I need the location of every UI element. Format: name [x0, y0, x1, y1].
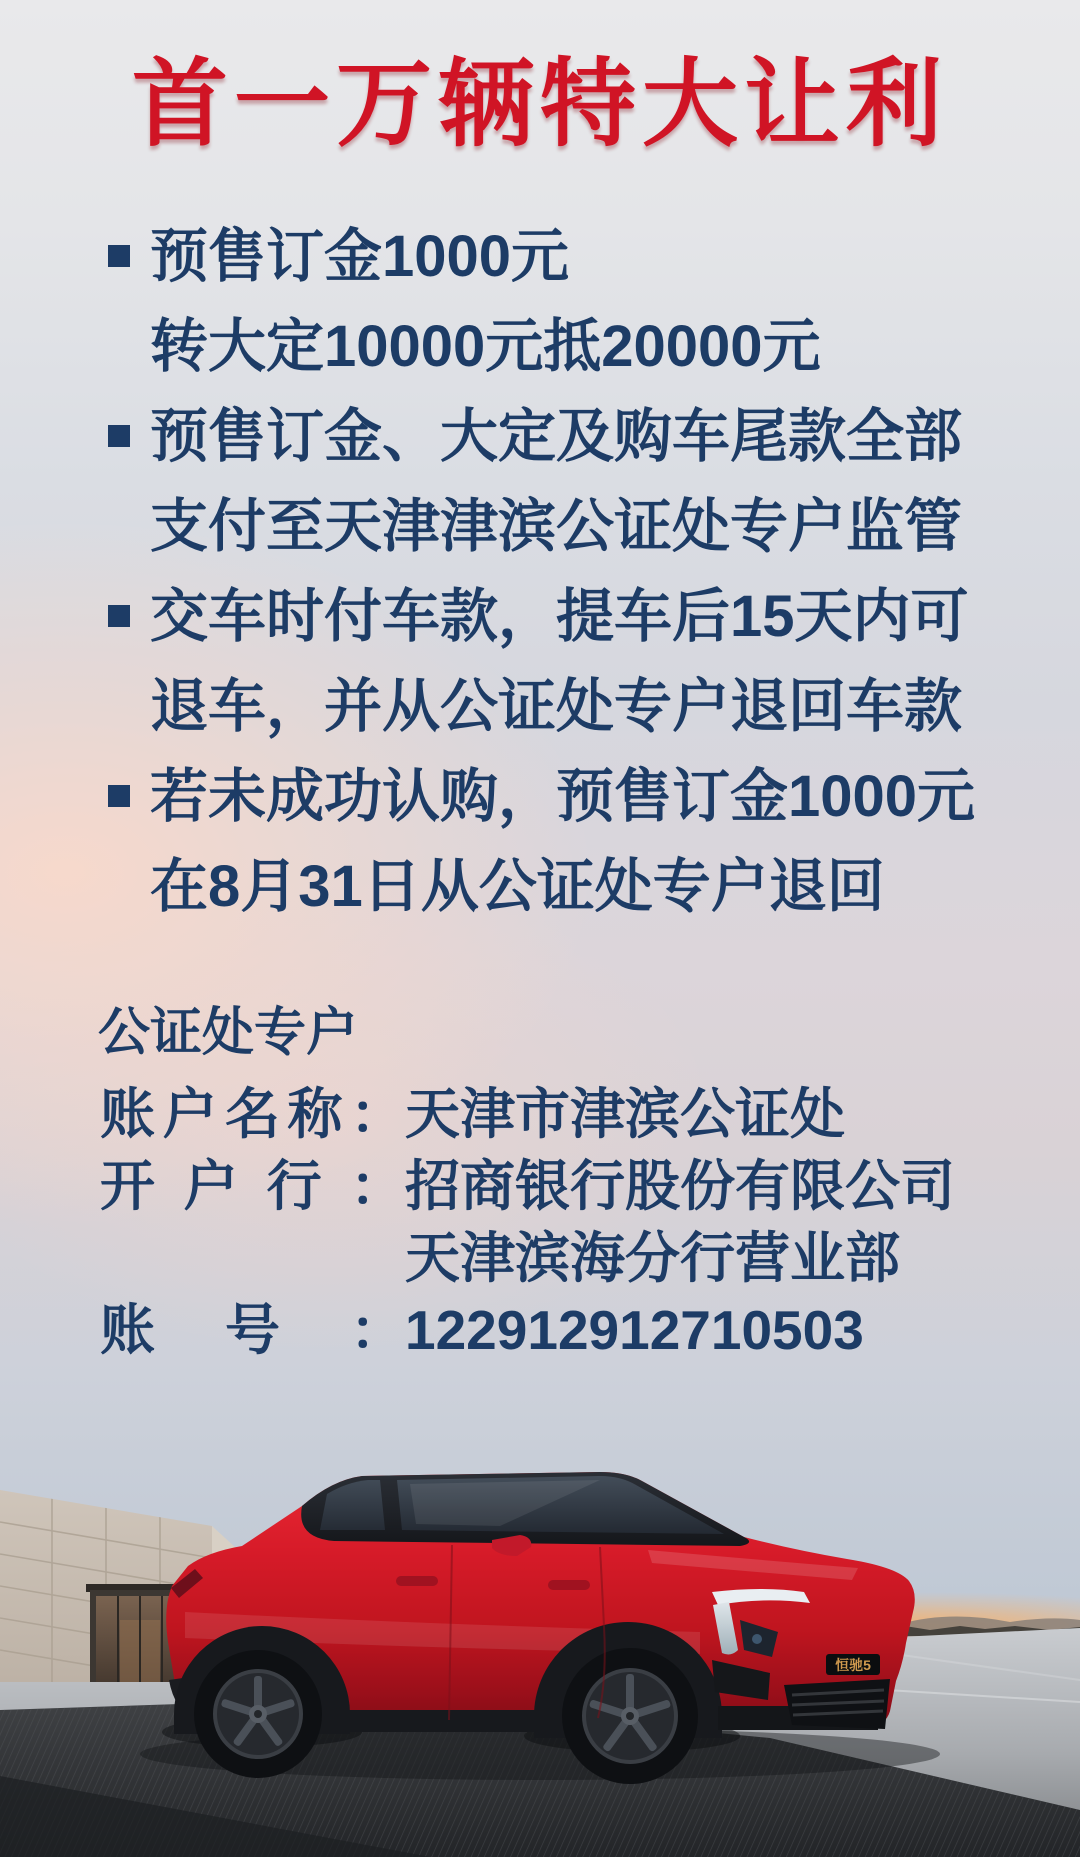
bank-value: 招商银行股份有限公司 [405, 1155, 956, 1217]
account-name-label: 账户名称： [100, 1083, 405, 1145]
account-number-value: 122912912710503 [405, 1299, 864, 1361]
list-item: 预售订金、大定及购车尾款全部 [150, 392, 1050, 482]
rear-wheel [194, 1650, 322, 1778]
list-item-continuation: 支付至天津津滨公证处专户监管 [150, 494, 963, 559]
door-handle [396, 1576, 438, 1586]
badge-text: 恒驰5 [835, 1657, 871, 1673]
bank-row [100, 1150, 1040, 1222]
car-image [140, 1472, 940, 1784]
list-item-continuation: 退车，并从公证处专户退回车款 [150, 674, 963, 739]
account-number-row [100, 1294, 1040, 1366]
door-handle [548, 1580, 590, 1590]
account-name-value: 天津市津滨公证处 [405, 1083, 846, 1145]
bank-branch-value: 天津滨海分行营业部 [405, 1227, 901, 1289]
list-item-continuation: 转大定10000元抵20000元 [150, 314, 821, 379]
page-title: 首一万辆特大让利 [132, 51, 948, 158]
escrow-heading: 公证处专户 [98, 1004, 359, 1062]
bank-label: 开户行： [100, 1155, 405, 1217]
list-item: 若未成功认购，预售订金1000元 [150, 752, 1050, 842]
front-grille [784, 1679, 890, 1729]
escrow-account-block [100, 1078, 1040, 1366]
bank-branch-row [100, 1222, 1040, 1294]
list-item-continuation: 在8月31日从公证处专户退回 [150, 854, 885, 919]
list-item: 交车时付车款，提车后15天内可 [150, 572, 1050, 662]
account-number-label: 账号： [100, 1299, 405, 1361]
list-item: 预售订金1000元 [150, 212, 1050, 302]
front-wheel [562, 1648, 698, 1784]
car-scene [0, 1380, 1080, 1857]
account-name-row [100, 1078, 1040, 1150]
front-badge [826, 1654, 880, 1675]
offer-list [150, 212, 1050, 932]
